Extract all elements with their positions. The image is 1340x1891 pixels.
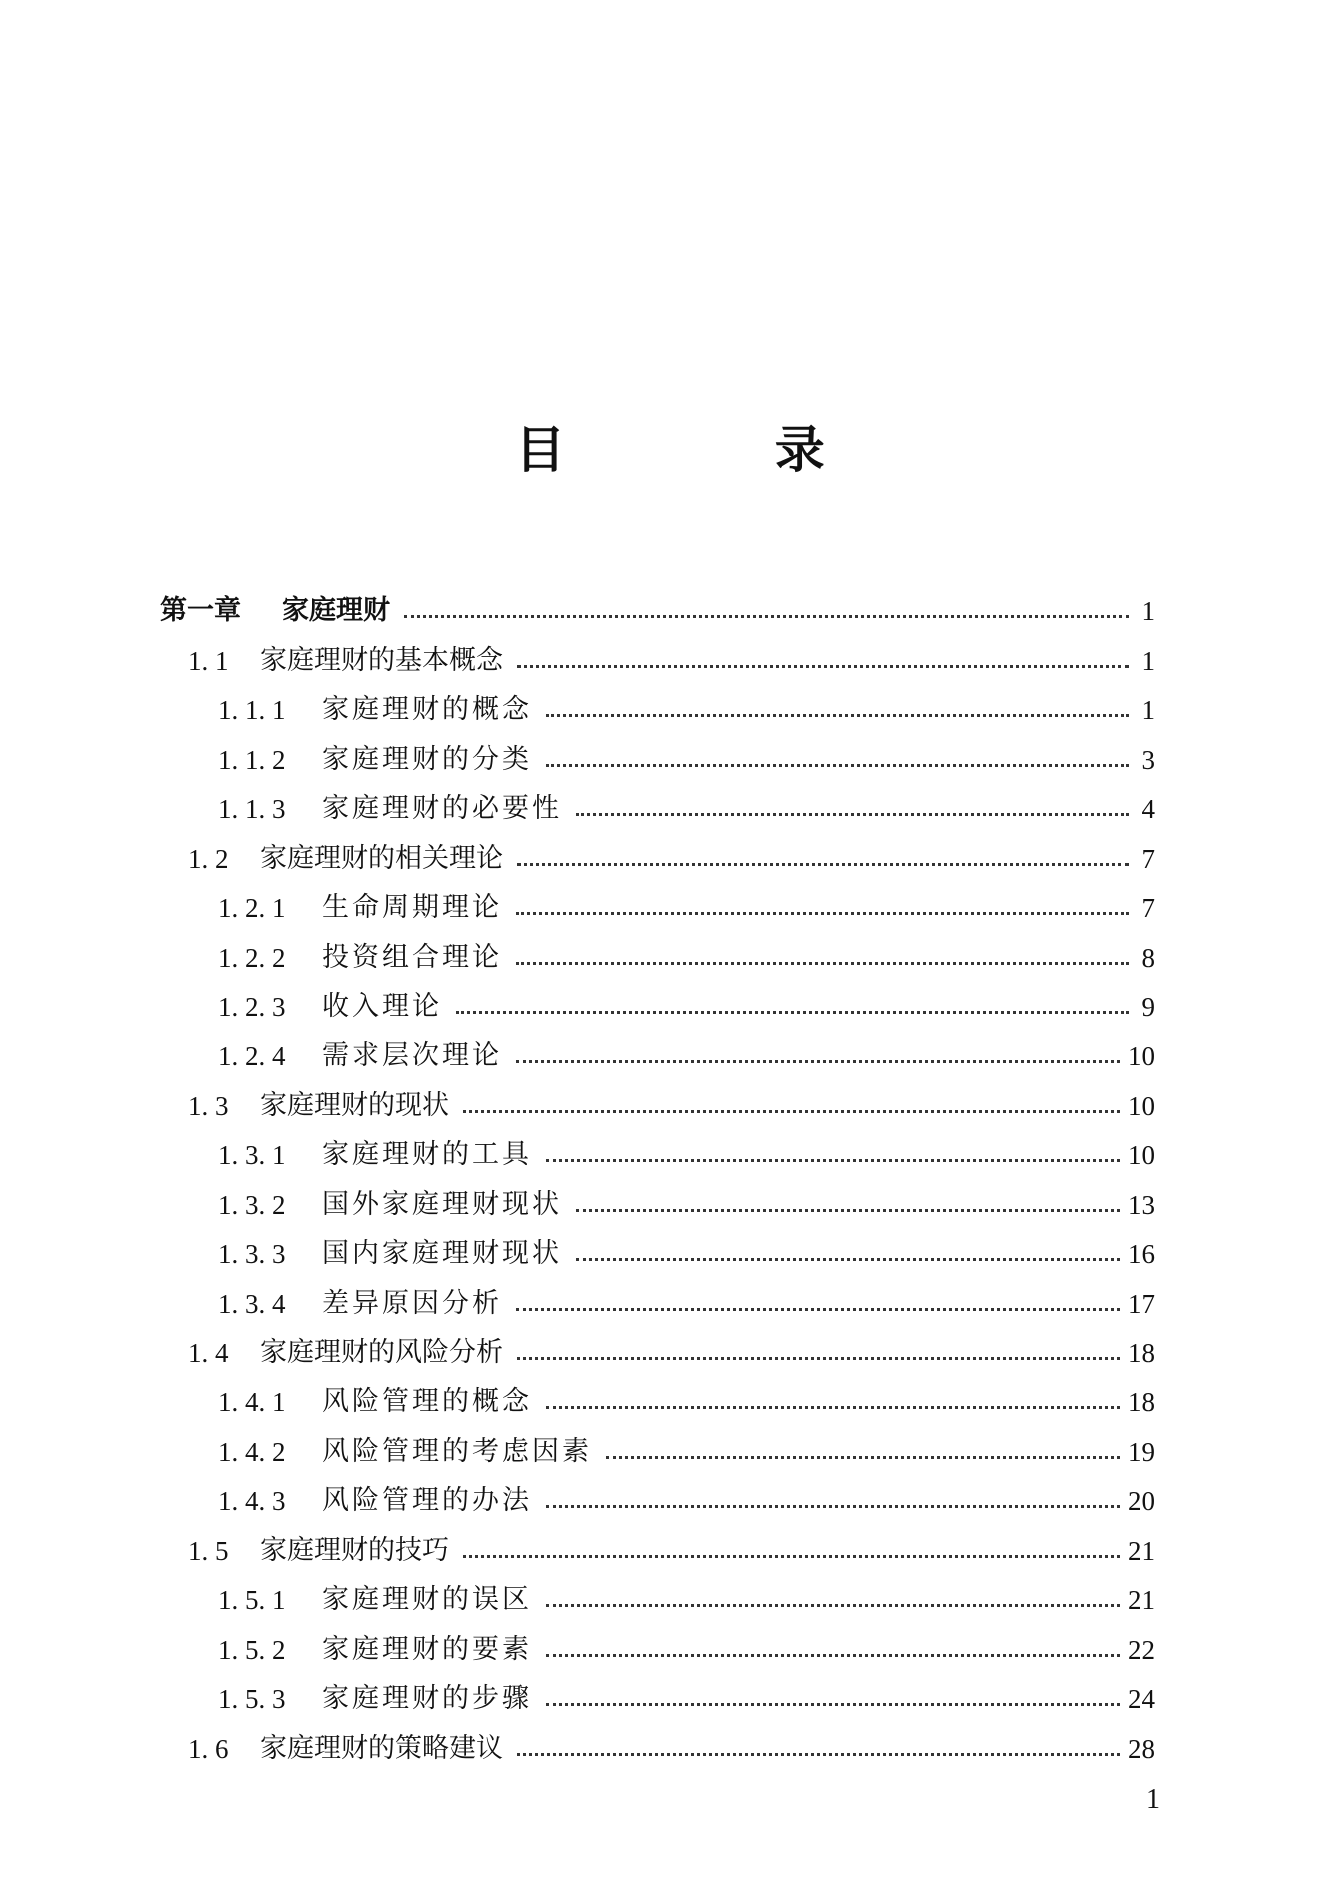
toc-section-entry[interactable]: [160, 825, 1155, 874]
toc-entry-page: 19: [1128, 1436, 1155, 1467]
toc-subsection-entry[interactable]: [160, 1221, 1155, 1270]
toc-entry-title: 风险管理的考虑因素: [322, 1435, 592, 1467]
toc-entry-page: 10: [1128, 1041, 1155, 1072]
toc-entry-number: 1. 4. 2: [218, 1436, 286, 1467]
toc-entry-title: 家庭理财的分类: [322, 743, 532, 775]
toc-entry-number: 1. 1. 3: [218, 794, 286, 825]
toc-entry-number: 1. 3. 3: [218, 1239, 286, 1270]
toc-dot-leader: [463, 1555, 1120, 1558]
toc-dot-leader: [546, 1654, 1120, 1657]
toc-entry-page: 10: [1128, 1140, 1155, 1171]
toc-subsection-entry[interactable]: [160, 776, 1155, 825]
toc-section-entry[interactable]: [160, 1072, 1155, 1121]
toc-entry-number: 第一章: [160, 595, 241, 627]
toc-entry-number: 1. 5. 2: [218, 1634, 286, 1665]
toc-subsection-entry[interactable]: [160, 1468, 1155, 1517]
toc-dot-leader: [517, 863, 1129, 866]
toc-dot-leader: [546, 1159, 1120, 1162]
toc-entry-title: 需求层次理论: [322, 1040, 502, 1072]
toc-subsection-entry[interactable]: [160, 1666, 1155, 1715]
toc-dot-leader: [546, 714, 1129, 717]
toc-subsection-entry[interactable]: [160, 974, 1155, 1023]
toc-entry-page: 1: [1141, 695, 1155, 726]
toc-dot-leader: [576, 1258, 1120, 1261]
toc-entry-page: 9: [1141, 991, 1155, 1022]
toc-dot-leader: [517, 665, 1129, 668]
toc-subsection-entry[interactable]: [160, 677, 1155, 726]
toc-entry-number: 1. 3. 1: [218, 1140, 286, 1171]
toc-entry-title: 家庭理财的技巧: [260, 1534, 449, 1566]
toc-entry-page: 4: [1141, 794, 1155, 825]
toc-entry-title: 收入理论: [322, 990, 442, 1022]
toc-section-entry[interactable]: [160, 1715, 1155, 1764]
toc-dot-leader: [576, 813, 1129, 816]
toc-entry-number: 1. 1: [188, 645, 229, 676]
toc-entry-page: 28: [1128, 1733, 1155, 1764]
toc-entry-page: 21: [1128, 1535, 1155, 1566]
toc-entry-number: 1. 4: [188, 1338, 229, 1368]
toc-dot-leader: [546, 764, 1129, 767]
toc-entry-page: 18: [1128, 1387, 1155, 1418]
toc-dot-leader: [516, 912, 1129, 915]
toc-entry-title: 家庭理财的要素: [322, 1633, 532, 1665]
toc-section-entry[interactable]: [160, 1320, 1155, 1369]
toc-subsection-entry[interactable]: [160, 875, 1155, 924]
toc-subsection-entry[interactable]: [160, 726, 1155, 775]
toc-entry-title: 家庭理财的步骤: [322, 1683, 532, 1715]
toc-entry-number: 1. 4. 3: [218, 1486, 286, 1517]
toc-section-entry[interactable]: [160, 627, 1155, 676]
toc-dot-leader: [516, 962, 1129, 965]
toc-entry-number: 1. 4. 1: [218, 1387, 286, 1418]
toc-dot-leader: [576, 1209, 1120, 1212]
toc-entry-page: 7: [1141, 893, 1155, 924]
toc-chapter-entry[interactable]: [160, 578, 1155, 627]
toc-entry-page: 1: [1141, 645, 1155, 676]
toc-entry-page: 1: [1141, 596, 1155, 627]
toc-subsection-entry[interactable]: [160, 1270, 1155, 1319]
toc-entry-page: 21: [1128, 1585, 1155, 1616]
toc-entry-page: 16: [1128, 1239, 1155, 1270]
toc-entry-number: 1. 2. 3: [218, 991, 286, 1022]
toc-entry-title: 国外家庭理财现状: [322, 1188, 562, 1220]
page-title: 目 录: [515, 421, 921, 479]
toc-entry-number: 1. 5. 3: [218, 1684, 286, 1715]
toc-dot-leader: [463, 1110, 1120, 1113]
toc-entry-number: 1. 3: [188, 1090, 229, 1121]
toc-entry-number: 1. 2: [188, 843, 229, 874]
toc-entry-title: 家庭理财的相关理论: [260, 842, 503, 874]
toc-dot-leader: [546, 1505, 1120, 1508]
toc-subsection-entry[interactable]: [160, 1567, 1155, 1616]
toc-entry-number: 1. 2. 2: [218, 942, 286, 973]
toc-entry-title: 家庭理财的误区: [322, 1584, 532, 1616]
toc-entry-page: 3: [1141, 744, 1155, 775]
toc-dot-leader: [546, 1703, 1120, 1706]
toc-subsection-entry[interactable]: [160, 1171, 1155, 1220]
toc-entry-page: 24: [1128, 1684, 1155, 1715]
toc-entry-page: 7: [1141, 843, 1155, 874]
toc-dot-leader: [516, 1308, 1120, 1311]
toc-entry-number: 1. 2. 4: [218, 1041, 286, 1072]
toc-dot-leader: [517, 1753, 1120, 1756]
toc-dot-leader: [404, 615, 1129, 618]
toc-dot-leader: [517, 1357, 1120, 1360]
toc-subsection-entry[interactable]: [160, 924, 1155, 973]
toc-entry-title: 家庭理财的概念: [322, 694, 532, 726]
toc-entry-number: 1. 5. 1: [218, 1585, 286, 1616]
toc-subsection-entry[interactable]: [160, 1369, 1155, 1418]
toc-entry-page: 20: [1128, 1486, 1155, 1517]
toc-entry-number: 1. 2. 1: [218, 893, 286, 924]
toc-dot-leader: [456, 1011, 1129, 1014]
toc-entry-number: 1. 6: [188, 1733, 229, 1764]
toc-entry-page: 8: [1141, 942, 1155, 973]
toc-entry-title: 家庭理财的必要性: [322, 793, 562, 825]
toc-entry-title: 家庭理财的工具: [322, 1139, 532, 1171]
toc-dot-leader: [546, 1604, 1120, 1607]
toc-entry-number: 1. 3. 4: [218, 1288, 286, 1319]
table-of-contents: [160, 578, 1155, 1765]
toc-section-entry[interactable]: [160, 1517, 1155, 1566]
toc-entry-number: 1. 1. 1: [218, 695, 286, 726]
toc-entry-number: 1. 1. 2: [218, 744, 286, 775]
toc-entry-page: 18: [1128, 1338, 1155, 1368]
toc-entry-page: 13: [1128, 1189, 1155, 1220]
toc-entry-title: 风险管理的办法: [322, 1485, 532, 1517]
toc-entry-title: 家庭理财的策略建议: [260, 1732, 503, 1764]
toc-subsection-entry[interactable]: [160, 1023, 1155, 1072]
toc-entry-page: 10: [1128, 1090, 1155, 1121]
toc-entry-page: 17: [1128, 1288, 1155, 1319]
page-number: 1: [1146, 1784, 1160, 1815]
toc-entry-title: 家庭理财的基本概念: [260, 644, 503, 676]
toc-subsection-entry[interactable]: [160, 1122, 1155, 1171]
toc-dot-leader: [546, 1406, 1120, 1409]
toc-dot-leader: [516, 1060, 1120, 1063]
toc-subsection-entry[interactable]: [160, 1418, 1155, 1467]
toc-subsection-entry[interactable]: [160, 1616, 1155, 1665]
toc-entry-page: 22: [1128, 1634, 1155, 1665]
toc-entry-title: 差异原因分析: [322, 1287, 502, 1319]
toc-entry-title: 风险管理的概念: [322, 1386, 532, 1418]
toc-entry-title: 生命周期理论: [322, 892, 502, 924]
toc-entry-title: 家庭理财的现状: [260, 1089, 449, 1121]
toc-entry-number: 1. 3. 2: [218, 1189, 286, 1220]
toc-entry-title: 国内家庭理财现状: [322, 1238, 562, 1270]
toc-dot-leader: [606, 1456, 1120, 1459]
toc-entry-title: 投资组合理论: [322, 941, 502, 973]
toc-entry-title: 家庭理财: [282, 595, 390, 627]
toc-entry-number: 1. 5: [188, 1535, 229, 1566]
toc-entry-title: 家庭理财的风险分析: [260, 1337, 503, 1368]
